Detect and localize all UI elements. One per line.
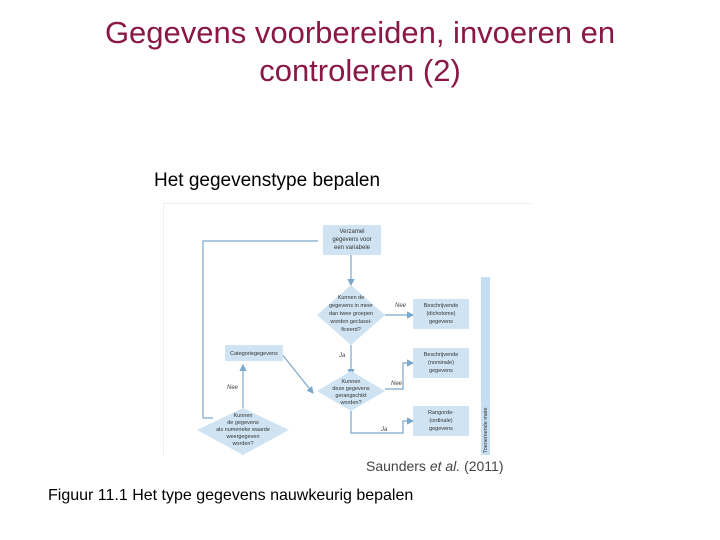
categorical-label: Categoriegegevens: [230, 351, 278, 357]
slide-title: [0, 14, 720, 90]
diamond3-line4: weergegeven: [226, 434, 260, 440]
slide-title-line2: controleren (2): [259, 53, 461, 88]
nominal-line3: gegevens: [429, 368, 453, 374]
increasing-scale-label: Toenemende mate: [483, 407, 489, 453]
diamond2-line3: gerangschikt: [335, 393, 367, 399]
diamond3-line2: de gegevens: [227, 420, 259, 426]
diamond3-line5: worden?: [232, 441, 254, 447]
nominal-line2: (nominale): [428, 360, 454, 366]
label-nee-1: Nee: [395, 303, 407, 309]
source-credit: [366, 458, 504, 474]
label-ja-2: Ja: [381, 427, 388, 433]
ordinal-line2: (ordinale): [429, 418, 453, 424]
figure-subtitle: Het gegevenstype bepalen: [154, 170, 381, 191]
flowchart-svg: [163, 203, 531, 455]
dichotomous-line3: gegevens: [429, 319, 453, 325]
slide-title-line1: Gegevens voorbereiden, invoeren en: [104, 15, 616, 50]
credit-prefix: Saunders: [366, 458, 430, 474]
flowchart-figure: [163, 203, 531, 455]
diamond1-line3: dan twee groepen: [328, 311, 374, 317]
dichotomous-line1: Beschrijvende: [423, 303, 459, 309]
diamond2-line4: worden?: [340, 400, 362, 406]
credit-suffix: (2011): [460, 458, 504, 474]
diamond2-line2: deze gegevens: [332, 386, 370, 392]
dichotomous-line2: (dichotome): [426, 311, 456, 317]
diamond3-line1: Kunnen: [233, 413, 253, 419]
start-line3: een variabele: [333, 245, 371, 251]
start-line2: gegevens voor: [332, 237, 372, 243]
label-nee-2: Nee: [391, 381, 403, 387]
credit-italic: et al.: [429, 458, 461, 474]
label-ja-1: Ja: [339, 353, 346, 359]
diamond1-line1: Kunnen de: [337, 295, 365, 301]
diamond3-line3: als numerieke waarde: [216, 427, 270, 433]
ordinal-line3: gegevens: [429, 426, 453, 432]
diamond2-line1: Kunnen: [341, 379, 361, 385]
diamond1-line2: gegevens in meer: [329, 303, 373, 309]
diamond1-line4: worden geclassi-: [330, 319, 372, 325]
label-nee-3: Nee: [227, 385, 239, 391]
figure-caption: Figuur 11.1 Het type gegevens nauwkeurig bepalen: [48, 487, 414, 504]
nominal-line1: Beschrijvende: [423, 352, 459, 358]
start-line1: Verzamel: [339, 229, 365, 235]
diamond1-line5: ficeerd?: [341, 327, 361, 333]
ordinal-line1: Rangorde-: [428, 410, 454, 416]
